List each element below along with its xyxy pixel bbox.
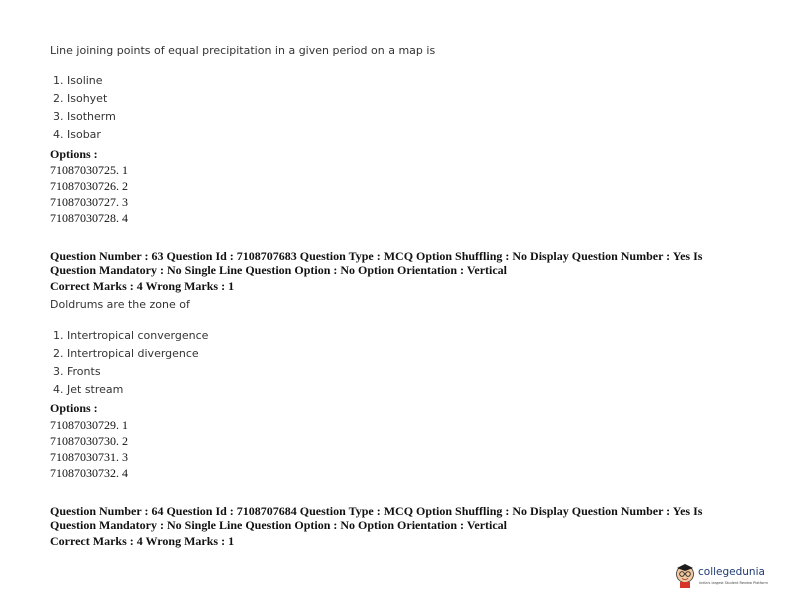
question-63-text: Doldrums are the zone of	[50, 298, 190, 311]
q62-option-id-4: 71087030728. 4	[50, 211, 128, 225]
q62-choice-1: 1. Isoline	[53, 74, 103, 87]
q63-option-id-1: 71087030729. 1	[50, 418, 128, 432]
q62-choice-2: 2. Isohyet	[53, 92, 108, 105]
logo-wordmark: collegedunia	[698, 566, 765, 578]
q63-choice-1: 1. Intertropical convergence	[53, 329, 209, 342]
q63-header-line-1: Question Number : 63 Question Id : 7108707683 Question Type : MCQ Option Shuffling : No Display Question Number : Yes Is	[50, 249, 703, 263]
q63-options-label: Options :	[50, 401, 98, 415]
q62-choice-4: 4. Isobar	[53, 128, 101, 141]
q63-option-id-3: 71087030731. 3	[50, 450, 128, 464]
q63-marks: Correct Marks : 4 Wrong Marks : 1	[50, 279, 235, 293]
q62-option-id-1: 71087030725. 1	[50, 163, 128, 177]
q64-header-line-1: Question Number : 64 Question Id : 7108707684 Question Type : MCQ Option Shuffling : No Display Question Number : Yes Is	[50, 504, 703, 518]
mascot-icon	[674, 562, 696, 588]
q62-options-label: Options :	[50, 147, 98, 161]
q64-marks: Correct Marks : 4 Wrong Marks : 1	[50, 534, 235, 548]
collegedunia-logo	[674, 560, 784, 594]
q62-option-id-2: 71087030726. 2	[50, 179, 128, 193]
q63-option-id-2: 71087030730. 2	[50, 434, 128, 448]
logo-tagline: India's largest Student Review Platform	[699, 581, 768, 585]
q64-header-line-2: Question Mandatory : No Single Line Question Option : No Option Orientation : Vertical	[50, 518, 508, 532]
question-62-text: Line joining points of equal precipitation in a given period on a map is	[50, 44, 436, 57]
q63-choice-2: 2. Intertropical divergence	[53, 347, 199, 360]
q63-header-line-2: Question Mandatory : No Single Line Question Option : No Option Orientation : Vertical	[50, 263, 508, 277]
q62-choice-3: 3. Isotherm	[53, 110, 116, 123]
q63-option-id-4: 71087030732. 4	[50, 466, 128, 480]
q63-choice-4: 4. Jet stream	[53, 383, 124, 396]
q62-option-id-3: 71087030727. 3	[50, 195, 128, 209]
q63-choice-3: 3. Fronts	[53, 365, 101, 378]
